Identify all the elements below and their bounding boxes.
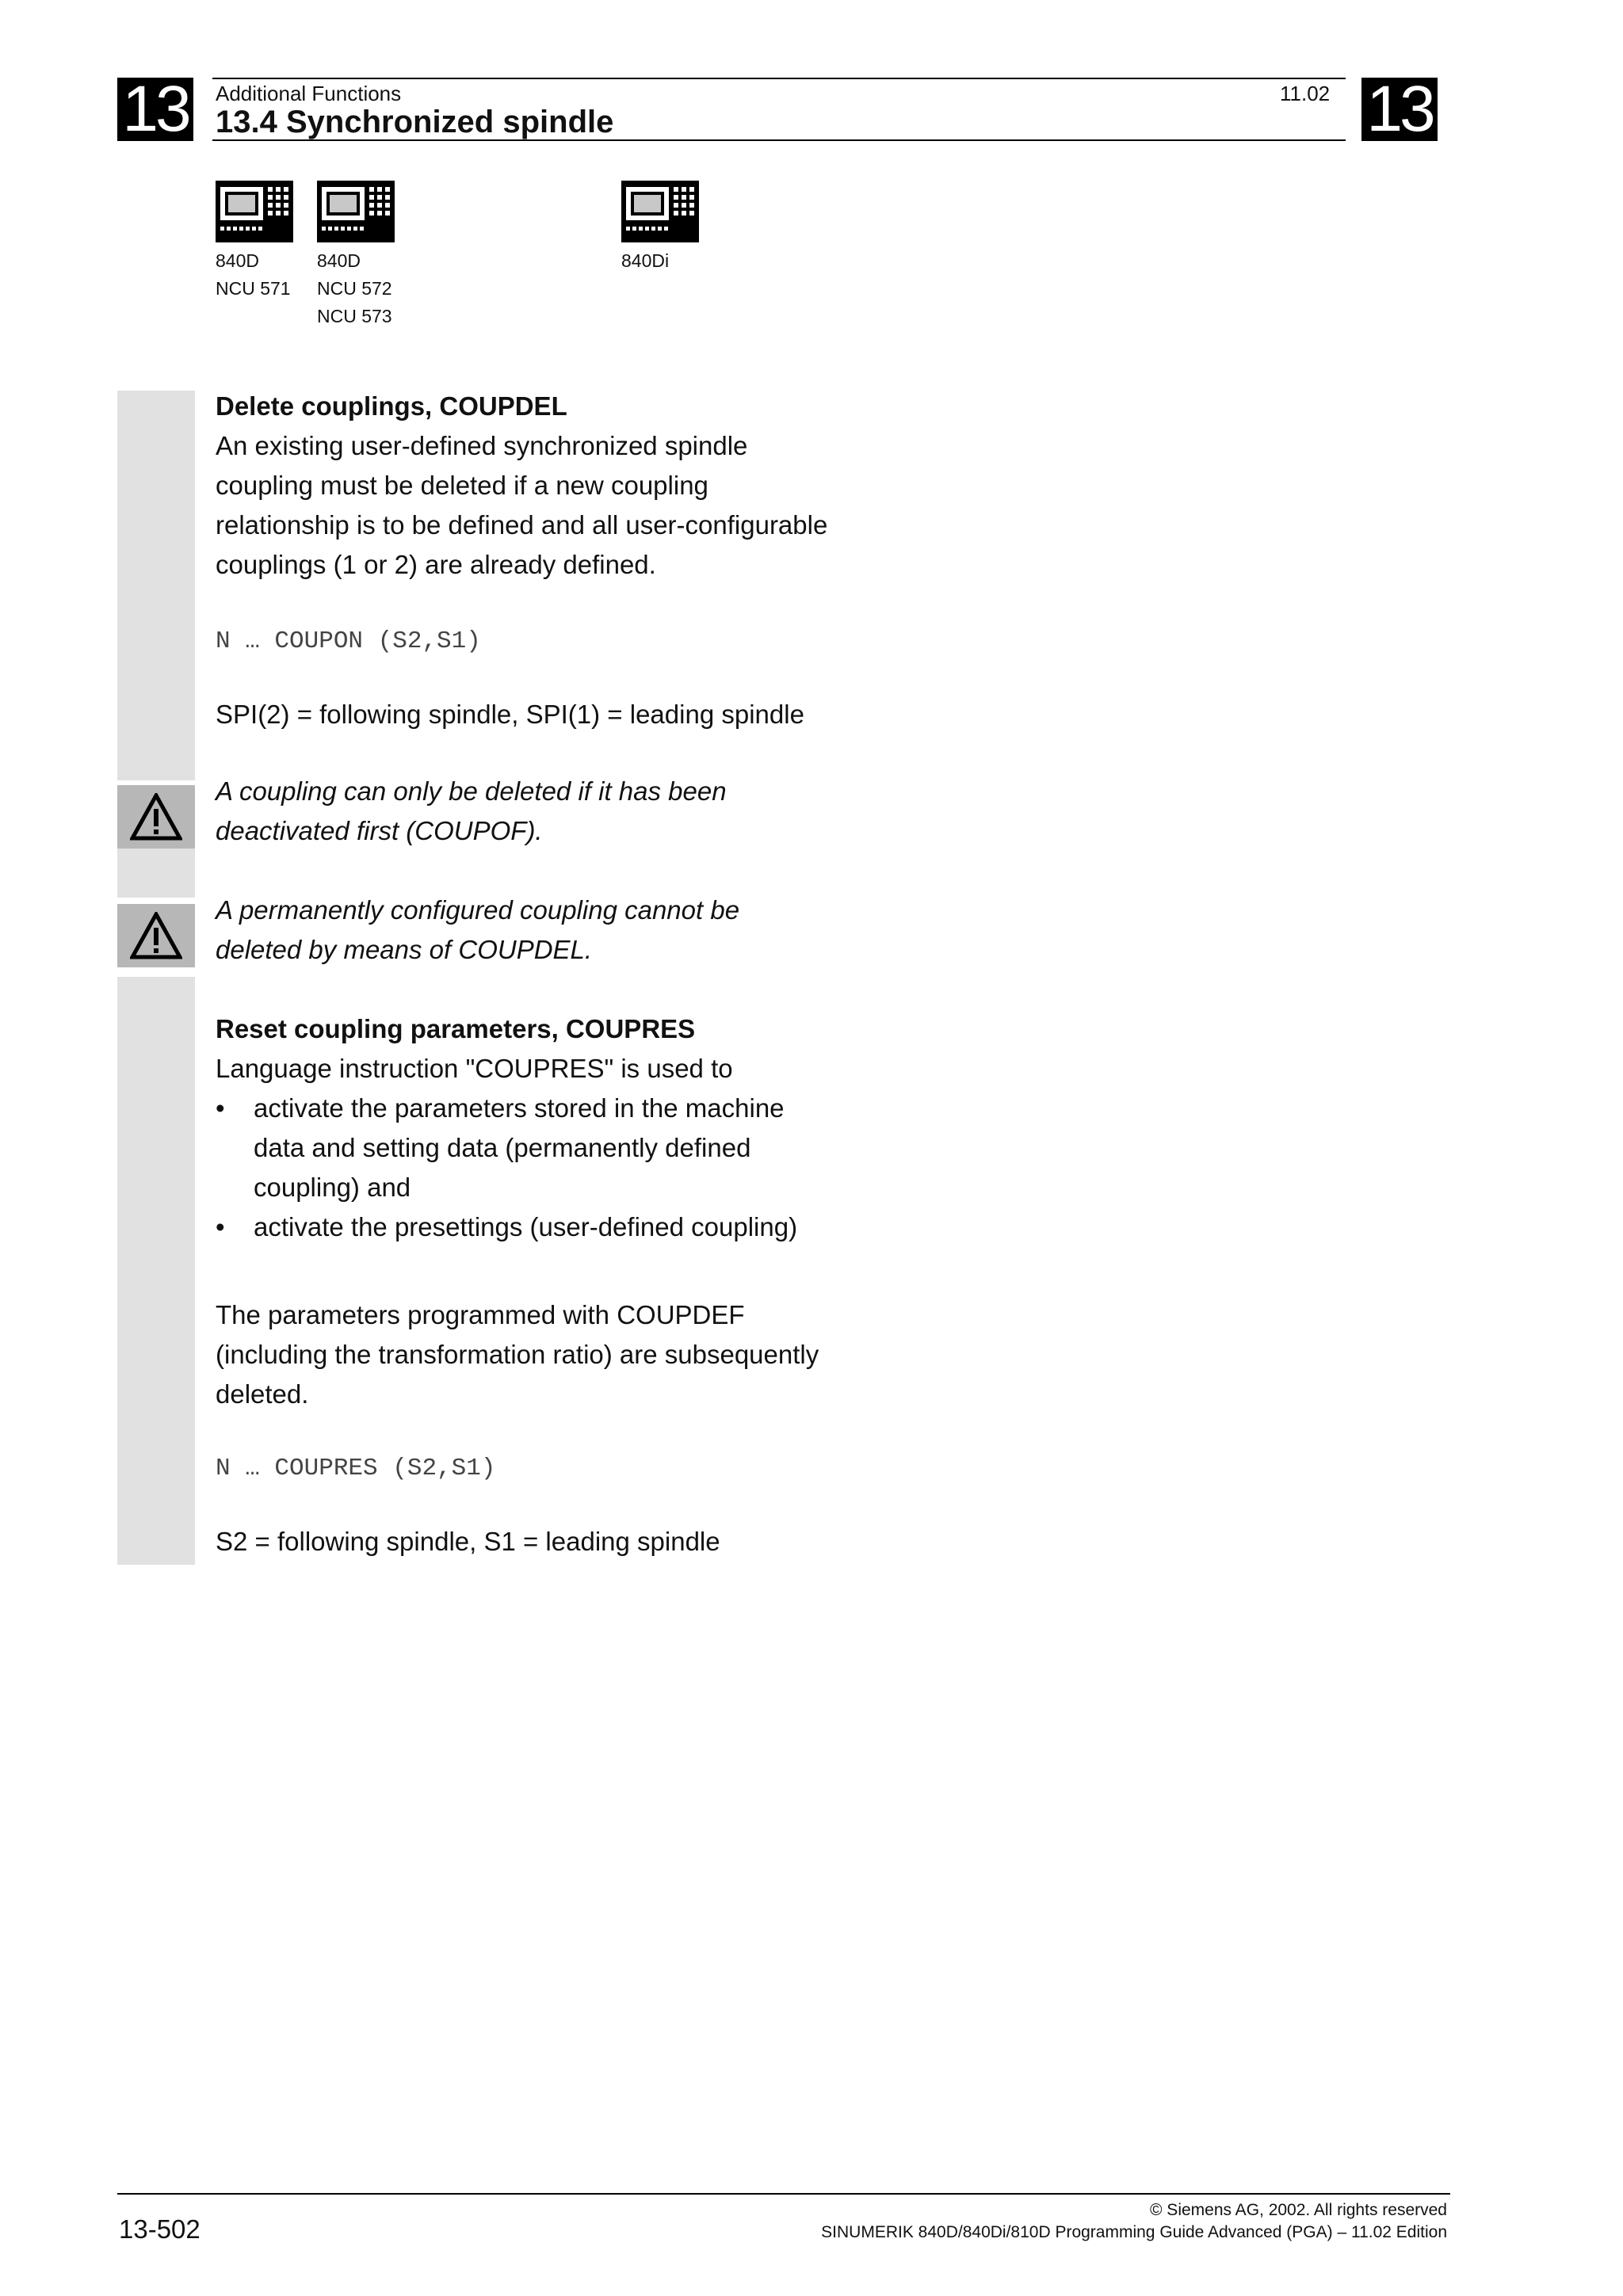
- header-edition: 11.02: [1280, 82, 1331, 105]
- device-label-line: 840Di: [621, 250, 670, 271]
- warning-marker: [117, 904, 195, 967]
- code-example: N … COUPRES (S2,S1): [216, 1455, 496, 1482]
- body-line: The parameters programmed with COUPDEF: [216, 1300, 745, 1329]
- bullet-icon: •: [216, 1093, 225, 1123]
- bullet-line: coupling) and: [254, 1173, 411, 1202]
- device-label-line: NCU 573: [317, 306, 392, 326]
- section-delete-couplings: [216, 387, 913, 585]
- section-heading: Delete couplings, COUPDEL: [216, 391, 567, 421]
- explanation-text: SPI(2) = following spindle, SPI(1) = leading spindle: [216, 700, 804, 729]
- list-item: [216, 1089, 913, 1207]
- page-number: 13-502: [119, 2214, 200, 2244]
- bullet-line: activate the presettings (user-defined coupling): [254, 1212, 798, 1241]
- body-line: relationship is to be defined and all user-configurable: [216, 510, 828, 540]
- margin-bar: [117, 391, 195, 780]
- bullet-line: activate the parameters stored in the machine: [254, 1093, 785, 1123]
- chapter-number-right: 13: [1361, 78, 1438, 141]
- list-item: [216, 1207, 913, 1247]
- footer-document-title: SINUMERIK 840D/840Di/810D Programming Guide Advanced (PGA) – 11.02 Edition: [821, 2223, 1447, 2241]
- body-line: deleted.: [216, 1379, 309, 1409]
- body-line: coupling must be deleted if a new coupling: [216, 471, 708, 500]
- device-840d-ncu571: [216, 181, 293, 303]
- reset-body: [216, 1295, 913, 1414]
- section-heading: Reset coupling parameters, COUPRES: [216, 1014, 696, 1043]
- explanation-text: S2 = following spindle, S1 = leading spindle: [216, 1527, 720, 1556]
- copyright-notice: © Siemens AG, 2002. All rights reserved: [1150, 2201, 1447, 2219]
- footer-rule: [117, 2193, 1450, 2195]
- device-label-line: 840D: [216, 250, 259, 271]
- warning-line: deleted by means of COUPDEL.: [216, 935, 593, 964]
- body-line: An existing user-defined synchronized spindle: [216, 431, 748, 460]
- control-panel-icon: [621, 181, 699, 242]
- section-reset-coupling: [216, 1009, 913, 1247]
- warning-text: [216, 891, 913, 970]
- header-rule-top: [212, 78, 1346, 79]
- warning-marker: [117, 785, 195, 849]
- header-section-label: Additional Functions: [216, 82, 402, 105]
- body-line: (including the transformation ratio) are subsequently: [216, 1340, 819, 1369]
- control-panel-icon: [317, 181, 395, 242]
- device-840di: [621, 181, 699, 275]
- device-label-line: NCU 572: [317, 278, 392, 299]
- device-840d-ncu572-573: [317, 181, 395, 330]
- device-label-line: NCU 571: [216, 278, 291, 299]
- warning-line: deactivated first (COUPOF).: [216, 816, 543, 845]
- code-example: N … COUPON (S2,S1): [216, 627, 481, 655]
- warning-line: A coupling can only be deleted if it has been: [216, 776, 727, 806]
- device-label-line: 840D: [317, 250, 361, 271]
- body-line: Language instruction "COUPRES" is used to: [216, 1054, 733, 1083]
- warning-line: A permanently configured coupling cannot be: [216, 895, 740, 925]
- chapter-number-left: 13: [117, 78, 193, 141]
- warning-triangle-icon: [130, 793, 182, 841]
- warning-text: [216, 772, 913, 851]
- control-panel-icon: [216, 181, 293, 242]
- page-title: 13.4 Synchronized spindle: [216, 105, 614, 139]
- warning-triangle-icon: [130, 912, 182, 959]
- bullet-line: data and setting data (permanently defined: [254, 1133, 751, 1162]
- body-line: couplings (1 or 2) are already defined.: [216, 550, 656, 579]
- margin-bar: [117, 977, 195, 1565]
- bullet-icon: •: [216, 1212, 225, 1241]
